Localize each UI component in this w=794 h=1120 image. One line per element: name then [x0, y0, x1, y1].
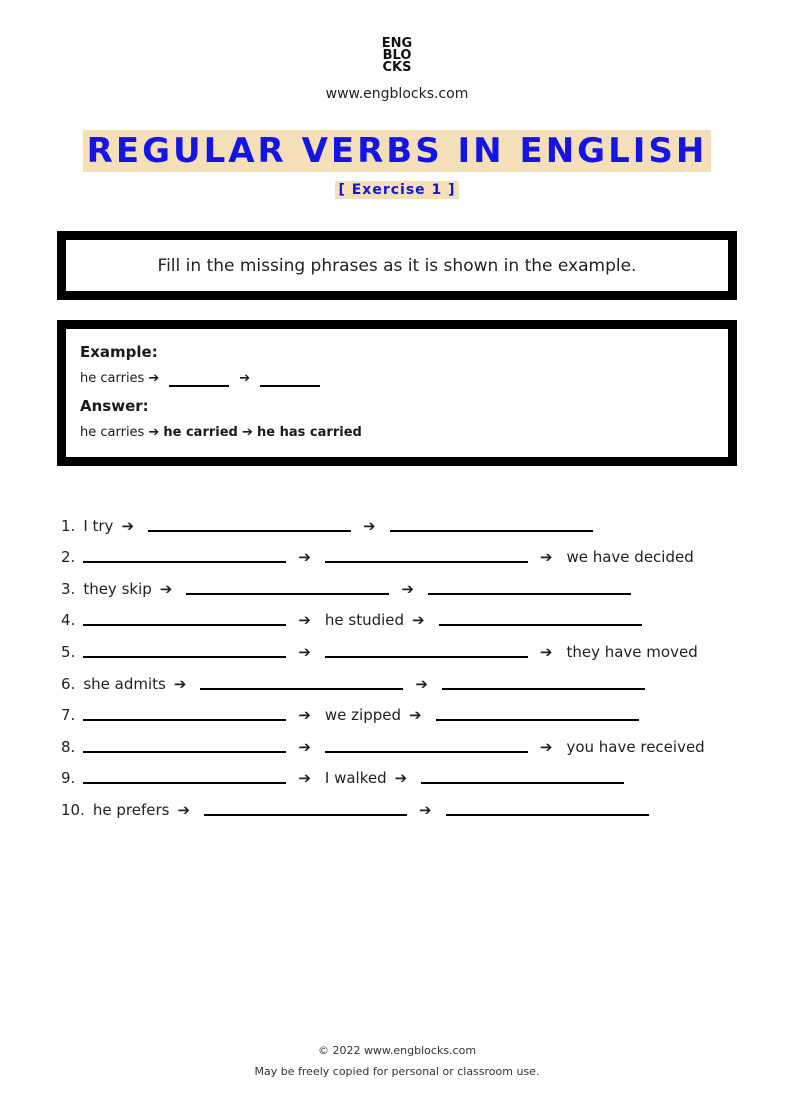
exercise-number: 9. [61, 769, 76, 788]
answer-blank[interactable] [200, 676, 403, 690]
site-url[interactable]: www.engblocks.com [325, 86, 469, 102]
exercise-given: she admits [83, 674, 166, 693]
exercise-subtitle: [ Exercise 1 ] [335, 181, 458, 199]
exercise-number: 1. [61, 516, 76, 535]
exercise-number: 7. [61, 706, 76, 725]
answer-blank[interactable] [148, 518, 351, 532]
exercise-given: we have decided [566, 548, 694, 567]
arrow-icon: ➔ [298, 769, 311, 788]
arrow-icon: ➔ [412, 611, 425, 630]
exercise-row [57, 566, 757, 598]
exercise-given: they skip [83, 579, 152, 598]
engblocks-logo [0, 38, 794, 74]
arrow-icon: ➔ [173, 674, 187, 693]
arrow-icon: ➔ [539, 642, 553, 661]
answer-prompt: he carries [80, 425, 145, 440]
exercise-row [57, 598, 757, 630]
page-title: REGULAR VERBS IN ENGLISH [83, 130, 712, 172]
answer-blank[interactable] [325, 644, 528, 658]
exercise-number: 2. [61, 548, 76, 567]
exercise-row [57, 661, 757, 693]
answer-blank[interactable] [83, 549, 286, 563]
answer-blank[interactable] [446, 802, 649, 816]
instruction-box [57, 231, 737, 300]
answer-blank[interactable] [325, 739, 528, 753]
example-blank [169, 375, 229, 387]
exercise-given: they have moved [566, 642, 698, 661]
answer-blank[interactable] [83, 644, 286, 658]
arrow-icon: ➔ [539, 737, 553, 756]
example-blank [260, 375, 320, 387]
arrow-icon: ➔ [177, 800, 191, 819]
exercise-row [57, 535, 757, 567]
answer-blank[interactable] [83, 770, 286, 784]
arrow-icon: ➔ [159, 579, 173, 598]
arrow-icon: ➔ [148, 425, 160, 440]
exercise-number: 5. [61, 642, 76, 661]
answer-blank[interactable] [204, 802, 407, 816]
exercise-row [57, 693, 757, 725]
exercise-number: 4. [61, 611, 76, 630]
example-label: Example: [80, 343, 158, 361]
footer-copyright: © 2022 www.engblocks.com [317, 1044, 477, 1057]
answer-blank[interactable] [83, 707, 286, 721]
exercise-number: 6. [61, 674, 76, 693]
footer-note: May be freely copied for personal or classroom use. [254, 1065, 540, 1078]
answer-blank[interactable] [83, 739, 286, 753]
exercise-row [57, 503, 757, 535]
answer-blank[interactable] [83, 612, 286, 626]
arrow-icon: ➔ [298, 642, 311, 661]
answer-blank[interactable] [390, 518, 593, 532]
answer-perfect: he has carried [257, 425, 362, 440]
arrow-icon: ➔ [415, 674, 428, 693]
answer-label: Answer: [80, 397, 149, 415]
arrow-icon: ➔ [298, 737, 311, 756]
exercise-row [57, 787, 757, 819]
exercise-given: I try [83, 516, 114, 535]
exercise-given: he studied [324, 611, 405, 630]
arrow-icon: ➔ [298, 548, 311, 567]
instruction-text: Fill in the missing phrases as it is shown in the example. [157, 255, 637, 276]
arrow-icon: ➔ [409, 706, 422, 725]
exercise-row [57, 629, 757, 661]
answer-line [80, 425, 714, 441]
answer-blank[interactable] [439, 612, 642, 626]
answer-blank[interactable] [442, 676, 645, 690]
example-prompt: he carries [80, 371, 145, 386]
logo-line-3: CKS [382, 60, 412, 75]
exercise-given: he prefers [92, 800, 170, 819]
exercise-number: 10. [61, 800, 85, 819]
arrow-icon: ➔ [363, 516, 376, 535]
arrow-icon: ➔ [239, 371, 251, 386]
arrow-icon: ➔ [298, 706, 311, 725]
arrow-icon: ➔ [539, 548, 553, 567]
exercise-number: 3. [61, 579, 76, 598]
exercise-given: I walked [324, 769, 387, 788]
exercise-given: we zipped [324, 706, 401, 725]
answer-blank[interactable] [421, 770, 624, 784]
example-line [80, 371, 714, 387]
logo-line-2: BLO [382, 48, 412, 63]
arrow-icon: ➔ [394, 769, 408, 788]
exercise-number: 8. [61, 737, 76, 756]
logo-line-1: ENG [381, 36, 413, 51]
arrow-icon: ➔ [419, 800, 432, 819]
answer-blank[interactable] [325, 549, 528, 563]
arrow-icon: ➔ [148, 371, 160, 386]
answer-past: he carried [163, 425, 238, 440]
example-box [57, 320, 737, 466]
arrow-icon: ➔ [401, 579, 414, 598]
answer-blank[interactable] [436, 707, 639, 721]
exercise-given: you have received [566, 737, 705, 756]
arrow-icon: ➔ [242, 425, 253, 440]
answer-blank[interactable] [186, 581, 389, 595]
arrow-icon: ➔ [121, 516, 135, 535]
exercise-row [57, 724, 757, 756]
answer-blank[interactable] [428, 581, 631, 595]
exercise-list [57, 503, 757, 819]
arrow-icon: ➔ [298, 611, 311, 630]
exercise-row [57, 756, 757, 788]
